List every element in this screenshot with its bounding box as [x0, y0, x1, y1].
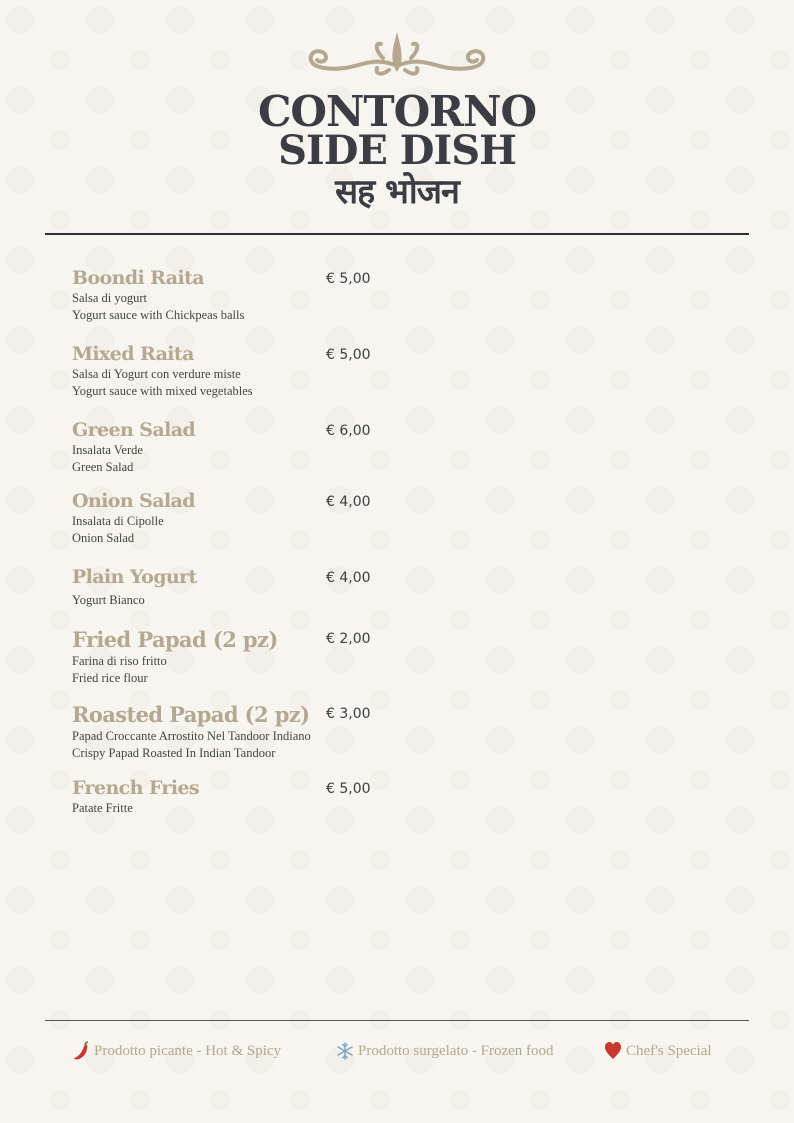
item-name: Onion Salad [72, 490, 195, 512]
menu-item-green-salad [72, 418, 402, 476]
item-name: Mixed Raita [72, 343, 194, 365]
item-desc-english: Yogurt sauce with Chickpeas balls [72, 308, 245, 322]
item-desc-italian: Salsa di Yogurt con verdure miste [72, 367, 241, 381]
footer-divider [45, 1020, 749, 1021]
item-desc-english: Green Salad [72, 460, 134, 474]
menu-item-mixed-raita [72, 342, 402, 400]
item-desc-italian: Insalata Verde [72, 443, 143, 457]
item-desc-english: Onion Salad [72, 531, 135, 545]
item-desc-english: Yogurt sauce with mixed vegetables [72, 384, 253, 398]
legend-label: Chef's Special [626, 1042, 712, 1059]
item-desc-english: Crispy Papad Roasted In Indian Tandoor [72, 746, 276, 760]
item-desc-italian: Yogurt Bianco [72, 593, 145, 607]
legend-label: Prodotto surgelato - Frozen food [358, 1042, 554, 1059]
item-desc-italian: Insalata di Cipolle [72, 514, 164, 528]
item-name: French Fries [72, 777, 200, 799]
item-name: Fried Papad (2 pz) [72, 627, 278, 652]
item-price: € 3,00 [326, 706, 371, 722]
item-price: € 4,00 [326, 570, 371, 586]
item-name: Plain Yogurt [72, 566, 197, 588]
legend-frozen [336, 1040, 554, 1062]
item-name: Roasted Papad (2 pz) [72, 702, 310, 727]
menu-item-french-fries [72, 776, 402, 817]
item-price: € 5,00 [326, 347, 371, 363]
item-desc-italian: Farina di riso fritto [72, 654, 167, 668]
item-name: Green Salad [72, 419, 196, 441]
chili-pepper-icon [72, 1041, 90, 1061]
menu-item-onion-salad [72, 489, 402, 547]
page-title-italian: CONTORNO [257, 87, 537, 136]
heart-icon [604, 1041, 622, 1061]
item-price: € 6,00 [326, 423, 371, 439]
legend-spicy [72, 1040, 281, 1062]
legend-chefs-special [604, 1040, 712, 1062]
item-desc-english: Fried rice flour [72, 671, 148, 685]
menu-item-fried-papad [72, 626, 402, 687]
item-price: € 4,00 [326, 494, 371, 510]
menu-item-roasted-papad [72, 701, 402, 762]
item-desc-italian: Salsa di yogurt [72, 291, 147, 305]
item-desc-italian: Patate Fritte [72, 801, 133, 815]
snowflake-icon [336, 1041, 354, 1061]
legend-label: Prodotto picante - Hot & Spicy [94, 1042, 282, 1059]
menu-item-plain-yogurt [72, 565, 402, 609]
header-divider [45, 233, 749, 235]
item-desc-italian: Papad Croccante Arrostito Nel Tandoor Indiano [72, 729, 311, 743]
ornament-flourish-icon [305, 26, 489, 84]
item-price: € 5,00 [326, 781, 371, 797]
page-title-english: SIDE DISH [278, 127, 516, 174]
item-name: Boondi Raita [72, 267, 204, 289]
item-price: € 2,00 [326, 631, 371, 647]
item-price: € 5,00 [326, 271, 371, 287]
page-title-hindi: सह भोजन [335, 172, 459, 212]
menu-item-boondi-raita [72, 266, 402, 324]
